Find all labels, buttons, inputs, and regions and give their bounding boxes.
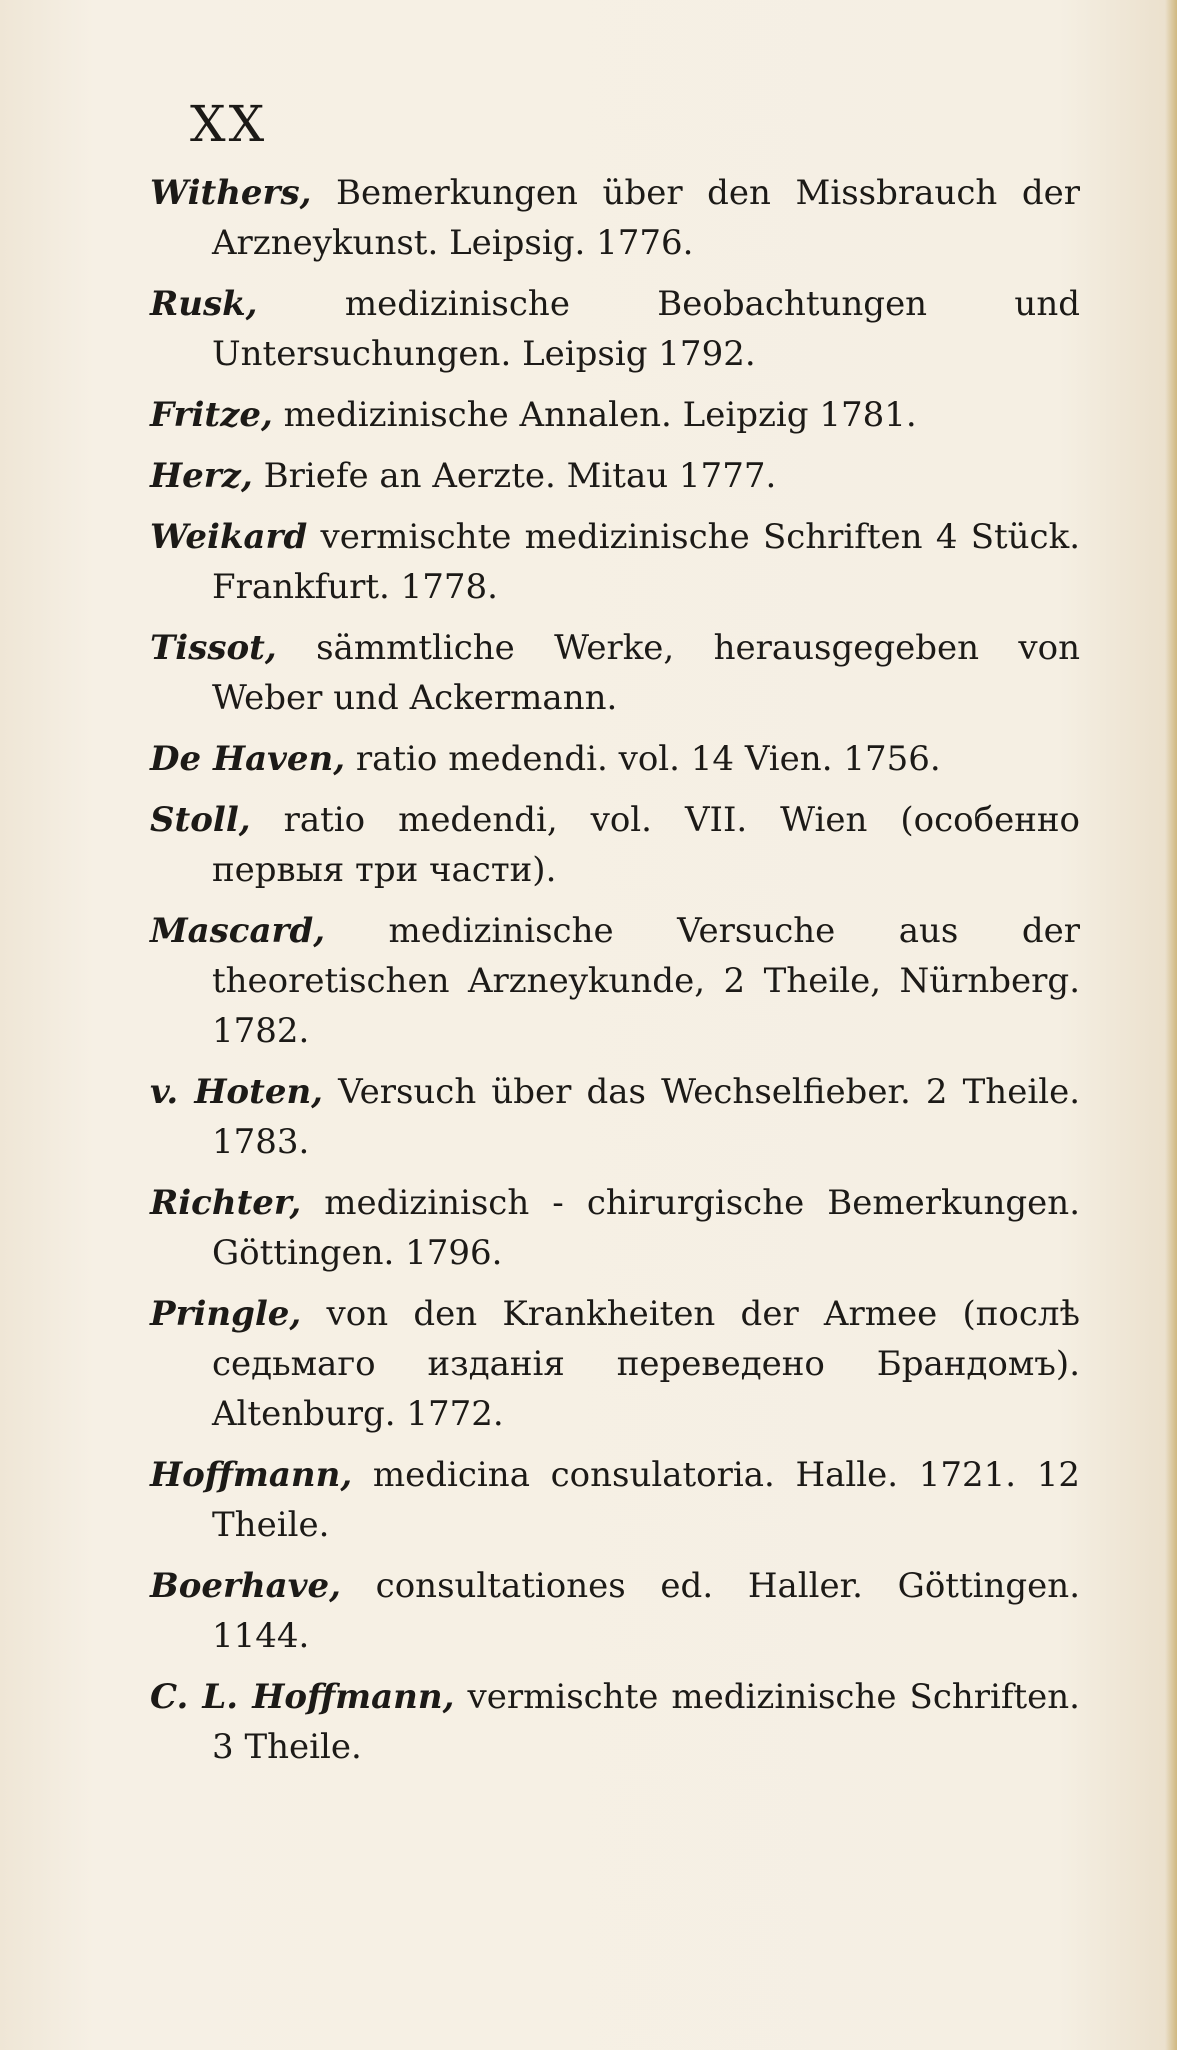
entry-text: medicina consulatoria. Halle. 1721. 12 Theile. xyxy=(212,1455,1080,1545)
bibliography-entry xyxy=(150,623,1080,723)
bibliography-entry xyxy=(150,1178,1080,1278)
entry-author: De Haven, xyxy=(150,739,346,779)
entry-author: Mascard, xyxy=(150,911,326,951)
entry-author: Boerhave, xyxy=(150,1566,341,1606)
entry-author: Herz, xyxy=(150,456,253,496)
entry-author: Hoffmann, xyxy=(150,1455,353,1495)
entry-author: Richter, xyxy=(150,1183,302,1223)
bibliography-entry xyxy=(150,1289,1080,1439)
entry-text: Versuch über das Wechselfieber. 2 Theile. 1783. xyxy=(212,1072,1081,1162)
bibliography-entry xyxy=(150,1672,1080,1772)
bibliography-entry xyxy=(150,1450,1080,1550)
entry-text: medizinische Beobachtungen und Untersuchungen. Leipsig 1792. xyxy=(212,284,1080,374)
bibliography-entry xyxy=(150,795,1080,895)
entry-text: sämmtliche Werke, herausgegeben von Weber und Ackermann. xyxy=(212,628,1080,718)
entry-author: v. Hoten, xyxy=(150,1072,324,1112)
bibliography-entry xyxy=(150,512,1080,612)
bibliography-entry xyxy=(150,906,1080,1056)
entry-author: Fritze, xyxy=(150,395,273,435)
entry-text: medizinisch - chirurgische Bemerkungen. Göttingen. 1796. xyxy=(212,1183,1081,1273)
entry-text: vermischte medizinische Schriften. 3 Theile. xyxy=(212,1677,1080,1767)
page-number: XX xyxy=(190,95,268,153)
page-edge-shadow xyxy=(1165,0,1177,2050)
bibliography-entry xyxy=(150,1561,1080,1661)
entry-text: Bemerkungen über den Missbrauch der Arzneykunst. Leipsig. 1776. xyxy=(212,173,1080,263)
entry-author: C. L. Hoffmann, xyxy=(150,1677,455,1717)
entry-text: Briefe an Aerzte. Mitau 1777. xyxy=(263,456,777,496)
entry-author: Stoll, xyxy=(150,800,251,840)
bibliography-entry xyxy=(150,1067,1080,1167)
bibliography-list xyxy=(150,168,1080,1783)
bibliography-entry xyxy=(150,168,1080,268)
bibliography-entry xyxy=(150,451,1080,501)
entry-text: von den Krankheiten der Armee (послѣ седьмаго изданія переведено Брандомъ). Altenburg. 1772. xyxy=(212,1294,1080,1434)
entry-text: consultationes ed. Haller. Göttingen. 1144. xyxy=(212,1566,1080,1656)
entry-author: Tissot, xyxy=(150,628,277,668)
entry-text: ratio medendi. vol. 14 Vien. 1756. xyxy=(355,739,941,779)
entry-author: Rusk, xyxy=(150,284,258,324)
bibliography-entry xyxy=(150,390,1080,440)
entry-author: Withers, xyxy=(150,173,312,213)
entry-text: vermischte medizinische Schriften 4 Stück. Frankfurt. 1778. xyxy=(212,517,1081,607)
entry-text: medizinische Annalen. Leipzig 1781. xyxy=(283,395,917,435)
bibliography-entry xyxy=(150,734,1080,784)
bibliography-entry xyxy=(150,279,1080,379)
entry-text: medizinische Versuche aus der theoretischen Arzneykunde, 2 Theile, Nürnberg. 1782. xyxy=(212,911,1080,1051)
entry-author: Weikard xyxy=(150,517,308,557)
entry-text: ratio medendi, vol. VII. Wien (особенно первыя три части). xyxy=(212,800,1080,890)
entry-author: Pringle, xyxy=(150,1294,302,1334)
